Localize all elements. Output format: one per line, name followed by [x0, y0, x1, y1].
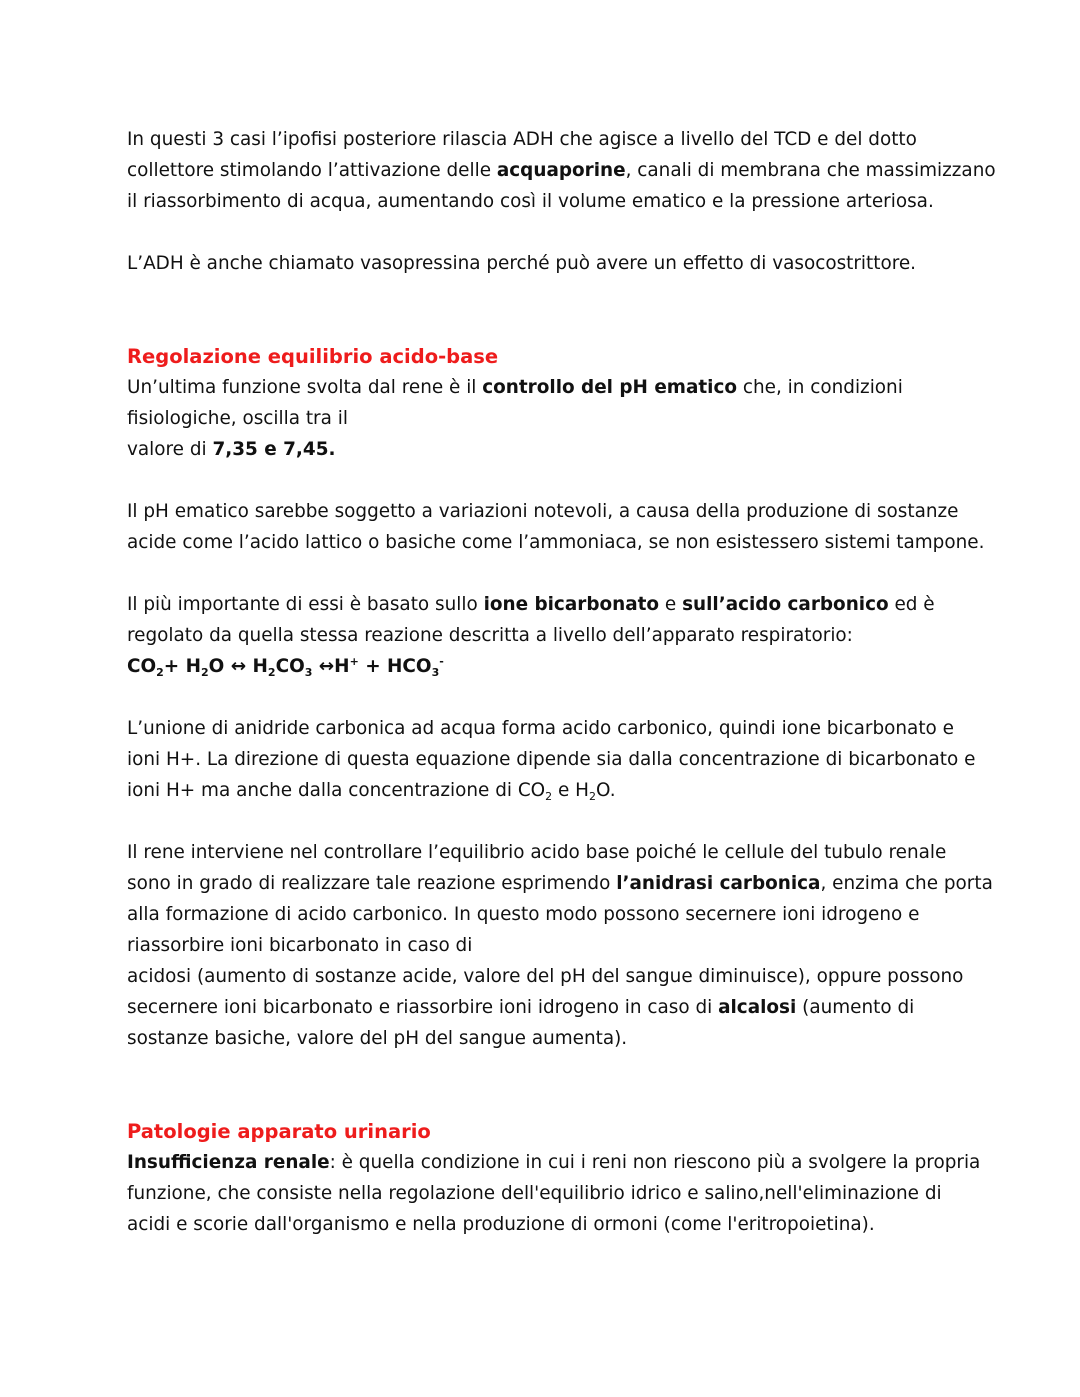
bold-term-alkalosis: alcalosi: [718, 997, 797, 1018]
bold-term-bicarbonate: ione bicarbonato: [483, 594, 660, 615]
text-run: che, in condizioni: [737, 377, 903, 398]
text-run: , enzima che porta: [820, 873, 993, 894]
text-line: [127, 155, 996, 186]
text-line: acide come l’acido lattico o basiche come l’ammoniaca, se non esistessero sistemi tampone.: [127, 532, 985, 553]
formula-part: O ↔ H: [208, 656, 268, 677]
text-run: sono in grado di realizzare tale reazione esprimendo: [127, 873, 617, 894]
section-heading: Patologie apparato urinario: [127, 1120, 431, 1143]
text-subscript: 2: [588, 790, 596, 803]
formula-part: ↔H: [312, 656, 350, 677]
text-run: valore di: [127, 439, 213, 460]
text-line: Il rene interviene nel controllare l’equilibrio acido base poiché le cellule del tubulo renale: [127, 842, 947, 863]
formula-subscript: 3: [304, 666, 313, 679]
section-urinary-pathologies: [127, 1116, 981, 1240]
text-run: ed è: [888, 594, 935, 615]
section-heading: Regolazione equilibrio acido-base: [127, 345, 499, 368]
text-line: In questi 3 casi l’ipofisi posteriore rilascia ADH che agisce a livello del TCD e del dotto: [127, 129, 917, 150]
text-line: riassorbire ioni bicarbonato in caso di: [127, 935, 473, 956]
text-run: Un’ultima funzione svolta dal rene è il: [127, 377, 483, 398]
text-subscript: 2: [545, 790, 553, 803]
text-run: secernere ioni bicarbonato e riassorbire ioni idrogeno in caso di: [127, 997, 719, 1018]
bold-term-carbonic-anhydrase: l’anidrasi carbonica: [616, 873, 821, 894]
formula-subscript: 2: [267, 666, 276, 679]
chemical-equation: [127, 651, 957, 682]
formula-part: + HCO: [358, 656, 432, 677]
formula-subscript: 2: [156, 666, 164, 679]
text-line: L’ADH è anche chiamato vasopressina perché può avere un effetto di vasocostrittore.: [127, 253, 917, 274]
text-line: acidosi (aumento di sostanze acide, valore del pH del sangue diminuisce), oppure possono: [127, 966, 964, 987]
text-line: [127, 434, 957, 465]
paragraph-equation-direction: [127, 713, 976, 806]
document-page: [127, 124, 996, 1240]
text-line: acidi e scorie dall'organismo e nella produzione di ormoni (come l'eritropoietina).: [127, 1214, 875, 1235]
bold-term-carbonic-acid: sull’acido carbonico: [682, 594, 889, 615]
formula-subscript: 3: [431, 666, 440, 679]
text-line: alla formazione di acido carbonico. In questo modo possono secernere ioni idrogeno e: [127, 904, 920, 925]
text-run: (aumento di: [796, 997, 915, 1018]
text-line: [127, 589, 957, 620]
bold-ph-range: 7,35 e 7,45.: [212, 439, 336, 460]
formula-superscript: -: [439, 655, 444, 668]
text-line: L’unione di anidride carbonica ad acqua forma acido carbonico, quindi ione bicarbonato e: [127, 718, 954, 739]
formula-part: + H: [163, 656, 202, 677]
paragraph-bicarbonate: [127, 589, 957, 682]
text-run: collettore stimolando l’attivazione delle: [127, 160, 497, 181]
text-line: [127, 775, 957, 806]
section-acid-base: [127, 341, 957, 465]
formula-subscript: 2: [201, 666, 209, 679]
text-run: ioni H+ ma anche dalla concentrazione di CO: [127, 780, 546, 801]
text-line: [127, 868, 993, 899]
text-line: fisiologiche, oscilla tra il: [127, 408, 348, 429]
text-run: e: [659, 594, 683, 615]
text-line: [127, 1147, 981, 1178]
text-line: [127, 992, 957, 1023]
paragraph-adh-release: [127, 124, 996, 217]
text-line: ioni H+. La direzione di questa equazione dipende sia dalla concentrazione di bicarbonato e: [127, 749, 976, 770]
text-line: il riassorbimento di acqua, aumentando così il volume ematico e la pressione arteriosa.: [127, 191, 934, 212]
text-line: [127, 372, 957, 403]
text-run: O.: [595, 780, 616, 801]
text-line: regolato da quella stessa reazione descritta a livello dell’apparato respiratorio:: [127, 625, 853, 646]
bold-term-renal-failure: Insufficienza renale: [127, 1152, 330, 1173]
text-line: Il pH ematico sarebbe soggetto a variazioni notevoli, a causa della produzione di sostanze: [127, 501, 959, 522]
bold-term-ph-control: controllo del pH ematico: [482, 377, 738, 398]
paragraph-buffer-systems: [127, 496, 985, 558]
text-run: e H: [552, 780, 589, 801]
formula-superscript: +: [349, 655, 359, 668]
text-run: Il più importante di essi è basato sullo: [127, 594, 484, 615]
bold-term-acquaporine: acquaporine: [496, 160, 626, 181]
text-line: funzione, che consiste nella regolazione dell'equilibrio idrico e salino,nell'eliminazione di: [127, 1183, 942, 1204]
paragraph-kidney-role: [127, 837, 993, 1054]
text-line: sostanze basiche, valore del pH del sangue aumenta).: [127, 1028, 628, 1049]
text-run: , canali di membrana che massimizzano: [625, 160, 996, 181]
text-run: : è quella condizione in cui i reni non riescono più a svolgere la propria: [329, 1152, 981, 1173]
formula-part: CO: [127, 656, 157, 677]
paragraph-vasopressin: [127, 248, 957, 279]
formula-part: CO: [275, 656, 305, 677]
